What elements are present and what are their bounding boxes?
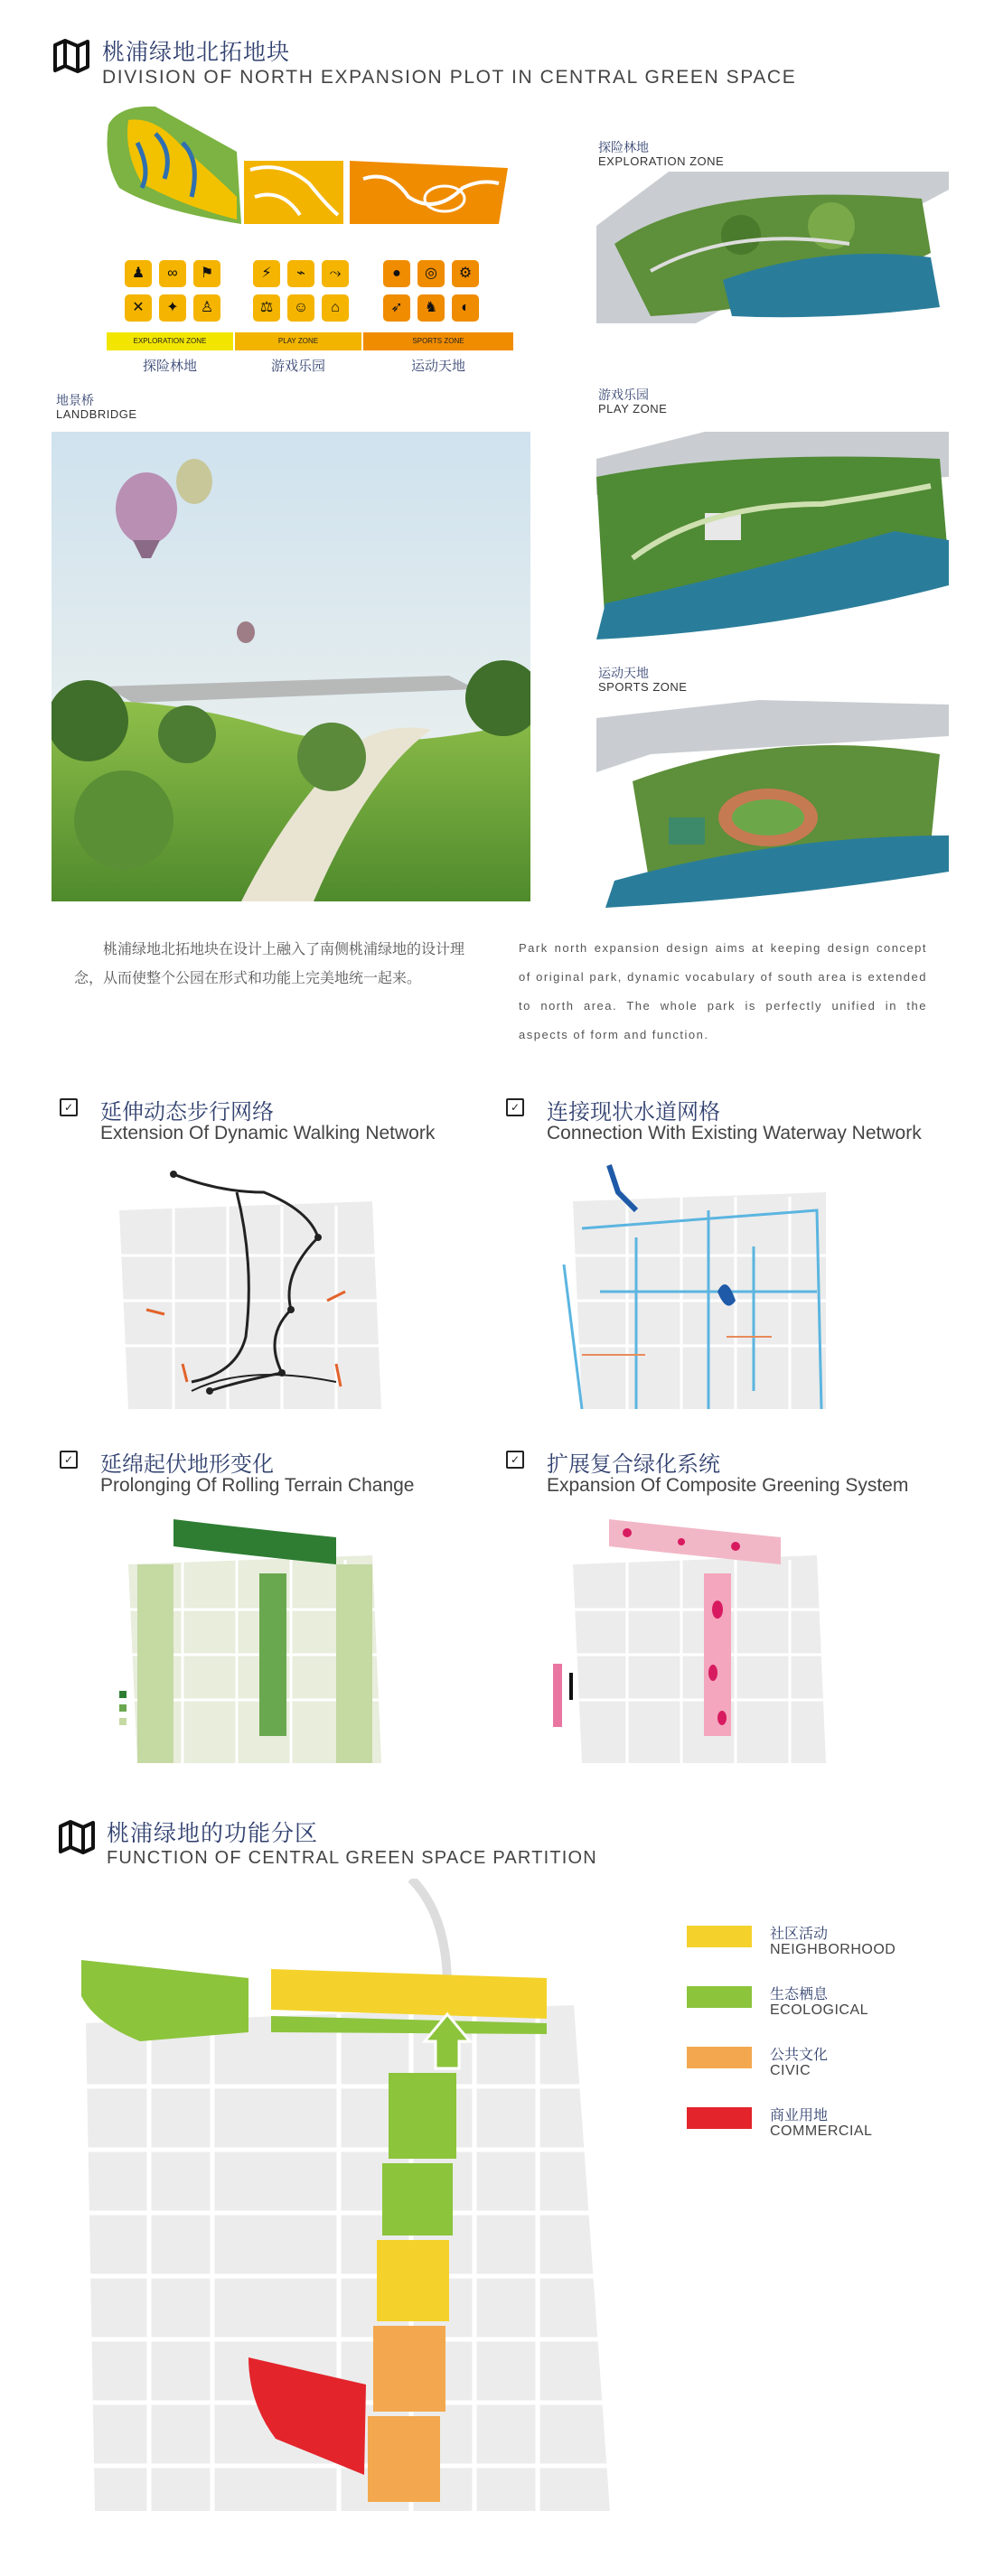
zone-2-label-en: PLAY ZONE [598, 402, 668, 415]
swing-icon: ⤳ [322, 260, 349, 287]
tab-sports-zh: 运动天地 [410, 359, 465, 374]
tab-exploration-zh: 探险林地 [142, 359, 197, 374]
terrain-change-map [101, 1510, 399, 1772]
greening-system-map [546, 1510, 844, 1772]
function-section-header [58, 1815, 871, 1879]
ecological-plot [389, 2073, 456, 2159]
activity-icons [125, 260, 531, 323]
description-en: Park north expansion design aims at keeping design concept of original park, dynamic vocabulary of south area is extended to north area. The whole park is perfectly unified in the aspects of form and function. [519, 941, 927, 1041]
balloon-far [237, 621, 255, 643]
landbridge-render [52, 432, 530, 901]
landbridge-label-zh: 地景桥 [56, 393, 94, 407]
tab-sports: SPORTS ZONE [363, 332, 513, 350]
zone-1-label-zh: 探险林地 [598, 140, 649, 154]
football-icon: ◎ [417, 260, 445, 287]
picnic-icon: ⌂ [322, 294, 349, 322]
strategy-1-title-en: Extension Of Dynamic Walking Network [100, 1123, 436, 1143]
function-title-en: FUNCTION OF CENTRAL GREEN SPACE PARTITION [107, 1848, 597, 1868]
strategy-1-check-icon: ✓ [60, 1098, 78, 1116]
legend-label-en: CIVIC [770, 2063, 811, 2078]
description-zh: 桃浦绿地北拓地块在设计上融入了南侧桃浦绿地的设计理念，从而使整个公园在形式和功能上完美地统一起来。 [74, 942, 465, 986]
zone-3-label-zh: 运动天地 [598, 666, 649, 680]
strategy-3-title-zh: 延绵起伏地形变化 [100, 1452, 274, 1477]
legend-label-zh: 公共文化 [770, 2048, 829, 2063]
strategy-4-check-icon: ✓ [506, 1451, 524, 1469]
walking-network-map [101, 1156, 399, 1418]
basketball-icon: ● [383, 260, 410, 287]
skate-icon: ⚡ [253, 260, 280, 287]
neighborhood-plot [377, 2240, 449, 2321]
header [52, 34, 956, 98]
slide-icon: ⌁ [287, 260, 314, 287]
function-partition-map [68, 1879, 664, 2511]
play-plot [244, 161, 343, 224]
map-icon [52, 38, 90, 74]
bike-icon: ⚙ [452, 260, 479, 287]
binoculars-icon: ∞ [159, 260, 186, 287]
tab-play-zh: 游戏乐园 [270, 359, 325, 374]
hiking-icon: ♟ [125, 260, 152, 287]
zone-1-label-en: EXPLORATION ZONE [598, 154, 725, 168]
page-title-zh: 桃浦绿地北拓地块 [102, 40, 291, 65]
legend-label-en: COMMERCIAL [770, 2123, 873, 2139]
zone-2-label-zh: 游戏乐园 [598, 387, 649, 402]
exploration-zone-aerial [596, 172, 949, 323]
legend-swatch-neighborhood [687, 1926, 752, 1947]
tab-exploration: EXPLORATION ZONE [107, 332, 233, 350]
legend-label-en: ECOLOGICAL [770, 2002, 869, 2018]
run-icon: ➶ [383, 294, 410, 322]
legend-swatch-civic [687, 2047, 752, 2068]
walk-icon: ♙ [193, 294, 220, 322]
sports-zone-aerial [596, 700, 949, 908]
legend-label-zh: 社区活动 [770, 1927, 829, 1942]
legend-swatch-ecological [687, 1986, 752, 2008]
zone-3-label-en: SPORTS ZONE [598, 680, 688, 694]
strategy-3-check-icon: ✓ [60, 1451, 78, 1469]
strategy-4-title-zh: 扩展复合绿化系统 [547, 1452, 720, 1477]
tennis-icon: ◐ [452, 294, 479, 322]
fitness-icon: ♞ [417, 294, 445, 322]
map-icon [58, 1819, 96, 1855]
strategy-2-title-zh: 连接现状水道网格 [547, 1100, 720, 1125]
page-title-en: DIVISION OF NORTH EXPANSION PLOT IN CENTRAL GREEN SPACE [102, 67, 797, 88]
strategy-2-title-en: Connection With Existing Waterway Network [547, 1123, 922, 1143]
zone-tabs [107, 332, 513, 378]
waterway-network-map [546, 1156, 844, 1418]
campfire-icon: ✕ [125, 294, 152, 322]
strategy-1-title-zh: 延伸动态步行网络 [100, 1100, 274, 1125]
play-icon: ☺ [287, 294, 314, 322]
civic-plot [373, 2326, 445, 2412]
strategy-4-title-en: Expansion Of Composite Greening System [547, 1475, 909, 1496]
explore-icon: ✦ [159, 294, 186, 322]
tab-play: PLAY ZONE [235, 332, 361, 350]
function-legend [687, 1922, 976, 2157]
seesaw-icon: ⚖ [253, 294, 280, 322]
legend-label-zh: 商业用地 [770, 2108, 829, 2123]
balloon-small [176, 459, 212, 504]
play-zone-aerial [596, 423, 949, 639]
strategy-2-check-icon: ✓ [506, 1098, 524, 1116]
climb-icon: ⚑ [193, 260, 220, 287]
landbridge-label-en: LANDBRIDGE [56, 407, 137, 421]
strategy-3-title-en: Prolonging Of Rolling Terrain Change [100, 1475, 415, 1496]
legend-label-zh: 生态栖息 [770, 1987, 829, 2002]
zone-plan-illustration [101, 98, 517, 229]
legend-label-en: NEIGHBORHOOD [770, 1942, 896, 1957]
function-title-zh: 桃浦绿地的功能分区 [107, 1821, 319, 1846]
legend-swatch-commercial [687, 2107, 752, 2129]
